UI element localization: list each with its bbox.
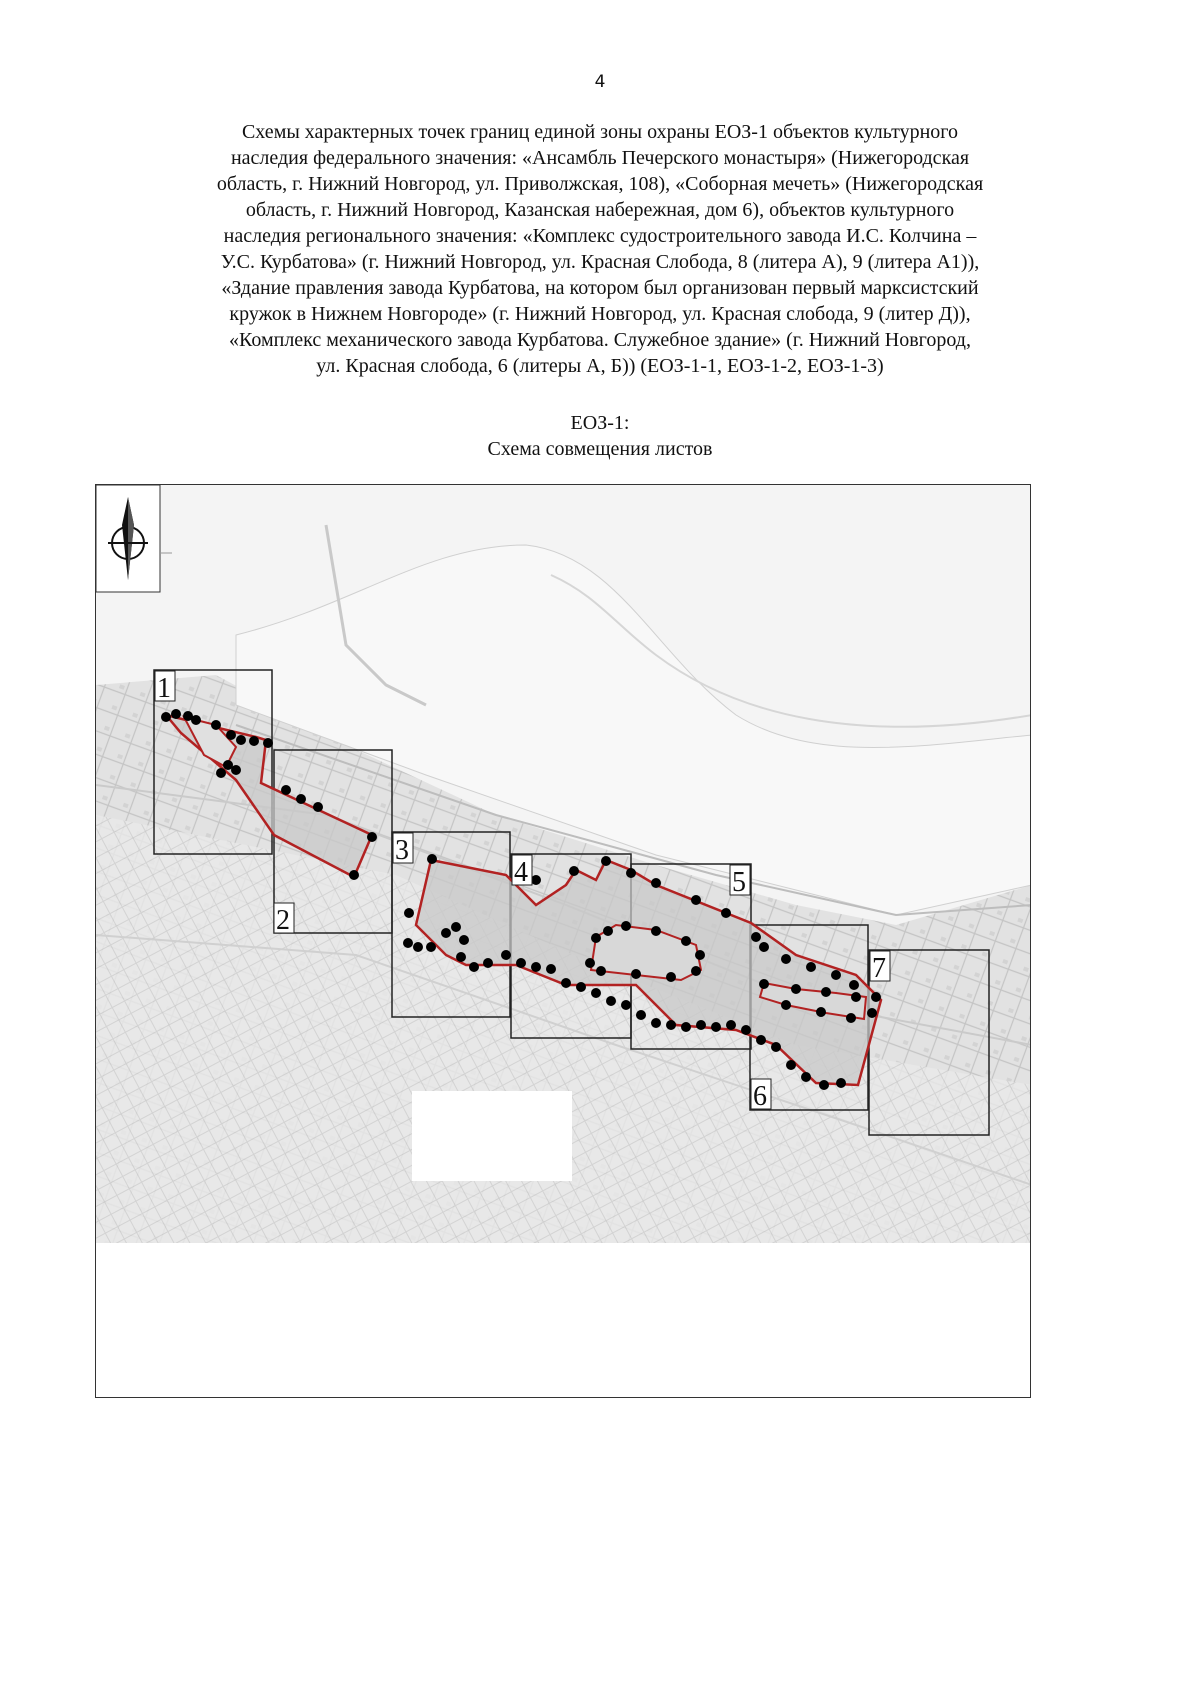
caption-line: «Комплекс механического завода Курбатова. Служебное здание» (г. Нижний Новгород, xyxy=(229,329,971,351)
page-number: 4 xyxy=(594,72,606,92)
map-frame xyxy=(95,484,1031,1398)
caption-line: наследия регионального значения: «Комплекс судостроительного завода И.С. Колчина – xyxy=(223,225,977,247)
sheet-label-5: 5 xyxy=(732,867,746,898)
caption-line: область, г. Нижний Новгород, Казанская набережная, дом 6), объектов культурного xyxy=(245,199,955,221)
scheme-name: Схема совмещения листов xyxy=(487,438,713,460)
sheet-label-7: 7 xyxy=(872,953,886,984)
scheme-code: ЕОЗ-1: xyxy=(570,412,630,434)
sheet-label-2: 2 xyxy=(276,905,290,936)
caption-line: У.С. Курбатова» (г. Нижний Новгород, ул. Красная Слобода, 8 (литера А), 9 (литера А1)), xyxy=(220,251,980,273)
caption-line: наследия федерального значения: «Ансамбль Печерского монастыря» (Нижегородская xyxy=(230,147,970,169)
sheet-label-3: 3 xyxy=(395,835,409,866)
sheet-label-6: 6 xyxy=(753,1081,767,1112)
caption-line: область, г. Нижний Новгород, ул. Приволжская, 108), «Соборная мечеть» (Нижегородская xyxy=(216,173,984,195)
caption-line: Схемы характерных точек границ единой зоны охраны ЕОЗ-1 объектов культурного xyxy=(241,121,959,143)
map-canvas xyxy=(96,485,1031,1398)
sheet-label-4: 4 xyxy=(514,857,528,888)
caption-line: кружок в Нижнем Новгороде» (г. Нижний Новгород, ул. Красная слобода, 9 (литер Д)), xyxy=(229,303,971,325)
sheet-label-1: 1 xyxy=(157,673,171,704)
caption-line: ул. Красная слобода, 6 (литеры А, Б)) (ЕОЗ-1-1, ЕОЗ-1-2, ЕОЗ-1-3) xyxy=(316,355,884,377)
caption-line: «Здание правления завода Курбатова, на котором был организован первый марксистский xyxy=(221,277,979,299)
document-caption xyxy=(150,119,1050,379)
scheme-title xyxy=(0,410,1200,462)
